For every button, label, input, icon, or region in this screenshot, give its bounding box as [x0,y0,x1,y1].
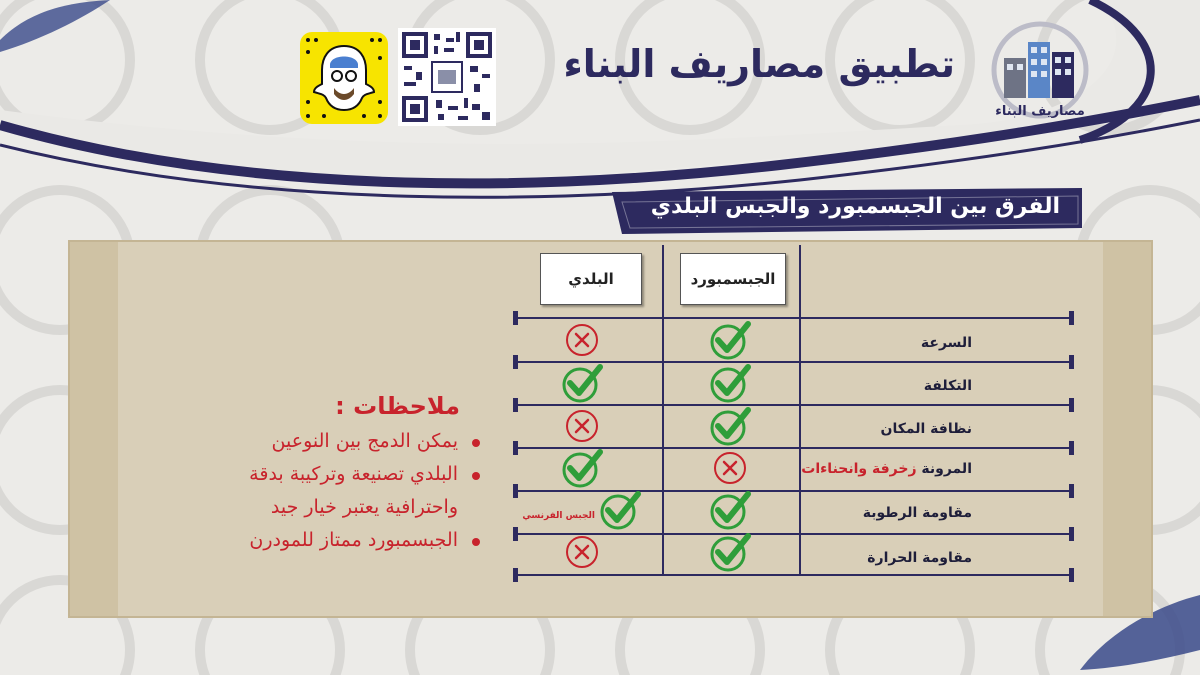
check-icon [708,318,752,362]
note-item: واحترافية يعتبر خيار جيد [270,496,458,518]
app-title: تطبيق مصاريف البناء [563,42,955,86]
check-icon [708,361,752,405]
note-item: يمكن الدمج بين النوعين [271,430,458,452]
note-item: الجبسمبورد ممتاز للمودرن [249,529,458,551]
logo-label: مصاريف البناء [995,104,1085,119]
check-icon [708,530,752,574]
cross-icon [560,318,604,362]
note-bullet [472,439,480,447]
check-icon [598,488,642,532]
subtitle: الفرق بين الجبسمبورد والجبس البلدي [650,194,1060,219]
moisture-baladi-note: الجبس الفرنسي [522,511,595,521]
column-header-gypsum-board: الجبسمبورد [680,253,786,305]
cross-icon [560,530,604,574]
row-label-moisture: مقاومة الرطوبة [862,505,972,521]
row-label-flexibility [801,461,972,477]
row-label-heat: مقاومة الحرارة [867,550,972,566]
check-icon [708,488,752,532]
note-bullet [472,472,480,480]
row-label-flexibility-highlight: زخرفة وانحناءات [801,461,917,477]
note-item: البلدي تصنيعة وتركيبة بدقة [249,463,458,485]
note-bullet [472,538,480,546]
row-label-cost: التكلفة [923,378,972,394]
row-label-speed: السرعة [920,335,972,351]
check-icon [708,404,752,448]
cross-icon [708,446,752,490]
notes-title: ملاحظات : [335,392,460,420]
cross-icon [560,404,604,448]
check-icon [560,446,604,490]
check-icon [560,361,604,405]
row-label-cleanliness: نظافة المكان [880,421,972,437]
row-label-flexibility-prefix: المرونة [921,461,972,477]
column-header-baladi: البلدي [540,253,642,305]
